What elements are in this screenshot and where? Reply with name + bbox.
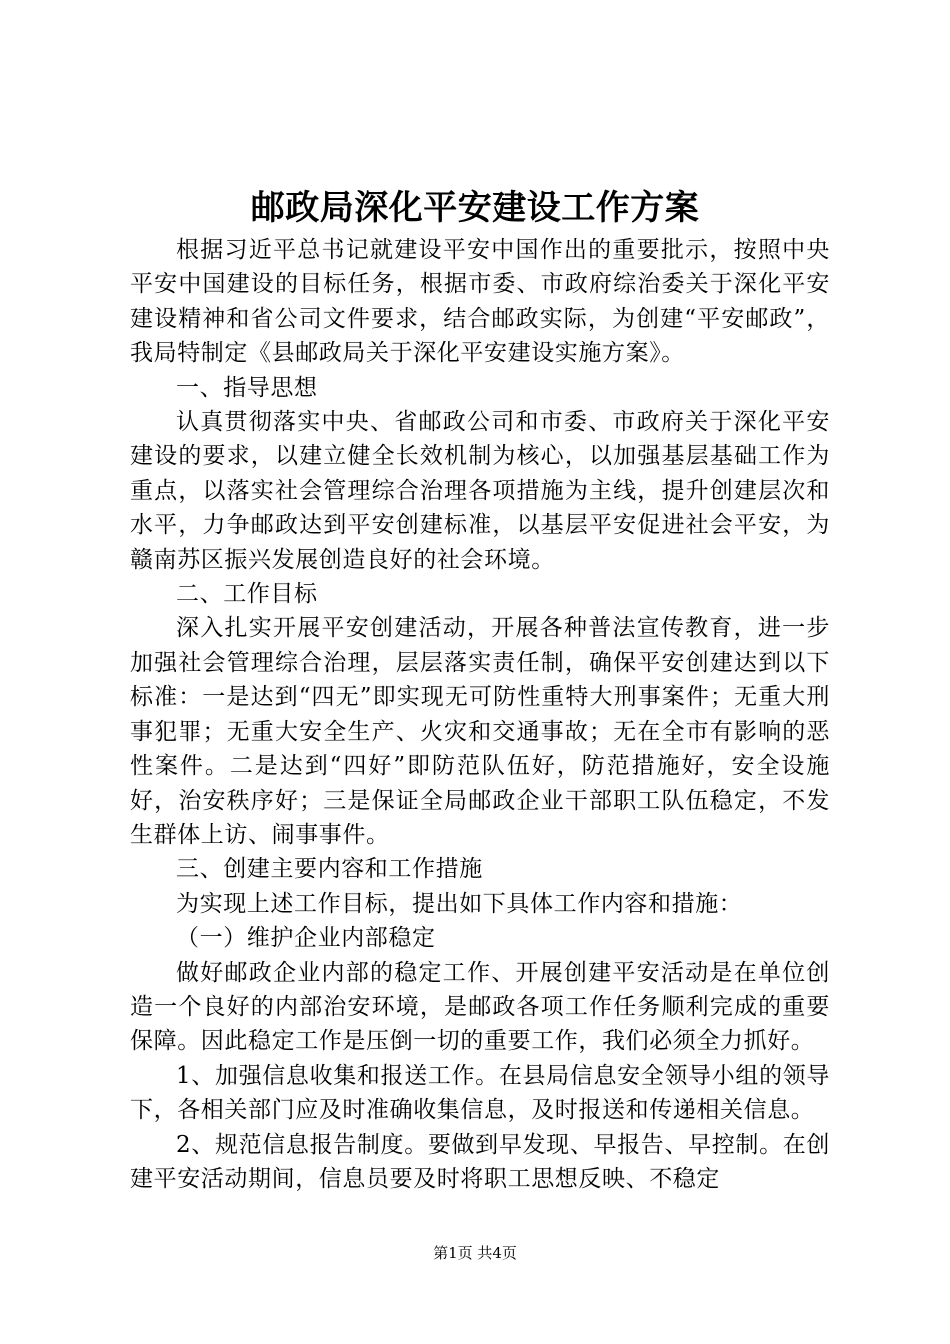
- section-heading-guiding-thought: 一、指导思想: [176, 374, 318, 401]
- work-goals-paragraph: 深入扎实开展平安创建活动，开展各种普法宣传教育，进一步加强社会管理综合治理，层层落实责任制，确保平安创建达到以下标准：一是达到“四无”即实现无可防性重特大刑事案件；无重大刑事犯罪；无重大安全生产、火灾和交通事故；无在全市有影响的恶性案件。二是达到“四好”即防范队伍好，防范措施好，安全设施好，治安秩序好；三是保证全局邮政企业干部职工队伍稳定，不发生群体上访、闹事事件。: [130, 615, 830, 848]
- intro-paragraph: 根据习近平总书记就建设平安中国作出的重要批示，按照中央平安中国建设的目标任务，根据市委、市政府综治委关于深化平安建设精神和省公司文件要求，结合邮政实际，为创建“平安邮政”，我局特制定《县邮政局关于深化平安建设实施方案》。: [130, 237, 830, 367]
- page-footer: 第1页 共4页: [433, 1244, 517, 1262]
- document-body: [130, 233, 830, 1196]
- section-heading-work-goals: 二、工作目标: [176, 581, 318, 608]
- list-item-2: 2、规范信息报告制度。要做到早发现、早报告、早控制。在创建平安活动期间，信息员要及时将职工思想反映、不稳定: [130, 1131, 830, 1192]
- subsection-heading-stability: （一）维护企业内部稳定: [176, 925, 436, 952]
- list-item-1: 1、加强信息收集和报送工作。在县局信息安全领导小组的领导下，各相关部门应及时准确收集信息，及时报送和传递相关信息。: [130, 1062, 830, 1124]
- document-title: 邮政局深化平安建设工作方案: [250, 188, 700, 228]
- section-heading-main-content: 三、创建主要内容和工作措施: [176, 856, 483, 883]
- stability-paragraph: 做好邮政企业内部的稳定工作、开展创建平安活动是在单位创造一个良好的内部治安环境，是邮政各项工作任务顺利完成的重要保障。因此稳定工作是压倒一切的重要工作，我们必须全力抓好。: [130, 959, 830, 1055]
- guiding-thought-paragraph: 认真贯彻落实中央、省邮政公司和市委、市政府关于深化平安建设的要求，以建立健全长效机制为核心，以加强基层基础工作为重点，以落实社会管理综合治理各项措施为主线，提升创建层次和水平，力争邮政达到平安创建标准，以基层平安促进社会平安，为赣南苏区振兴发展创造良好的社会环境。: [130, 409, 830, 573]
- main-content-intro: 为实现上述工作目标，提出如下具体工作内容和措施：: [176, 890, 743, 917]
